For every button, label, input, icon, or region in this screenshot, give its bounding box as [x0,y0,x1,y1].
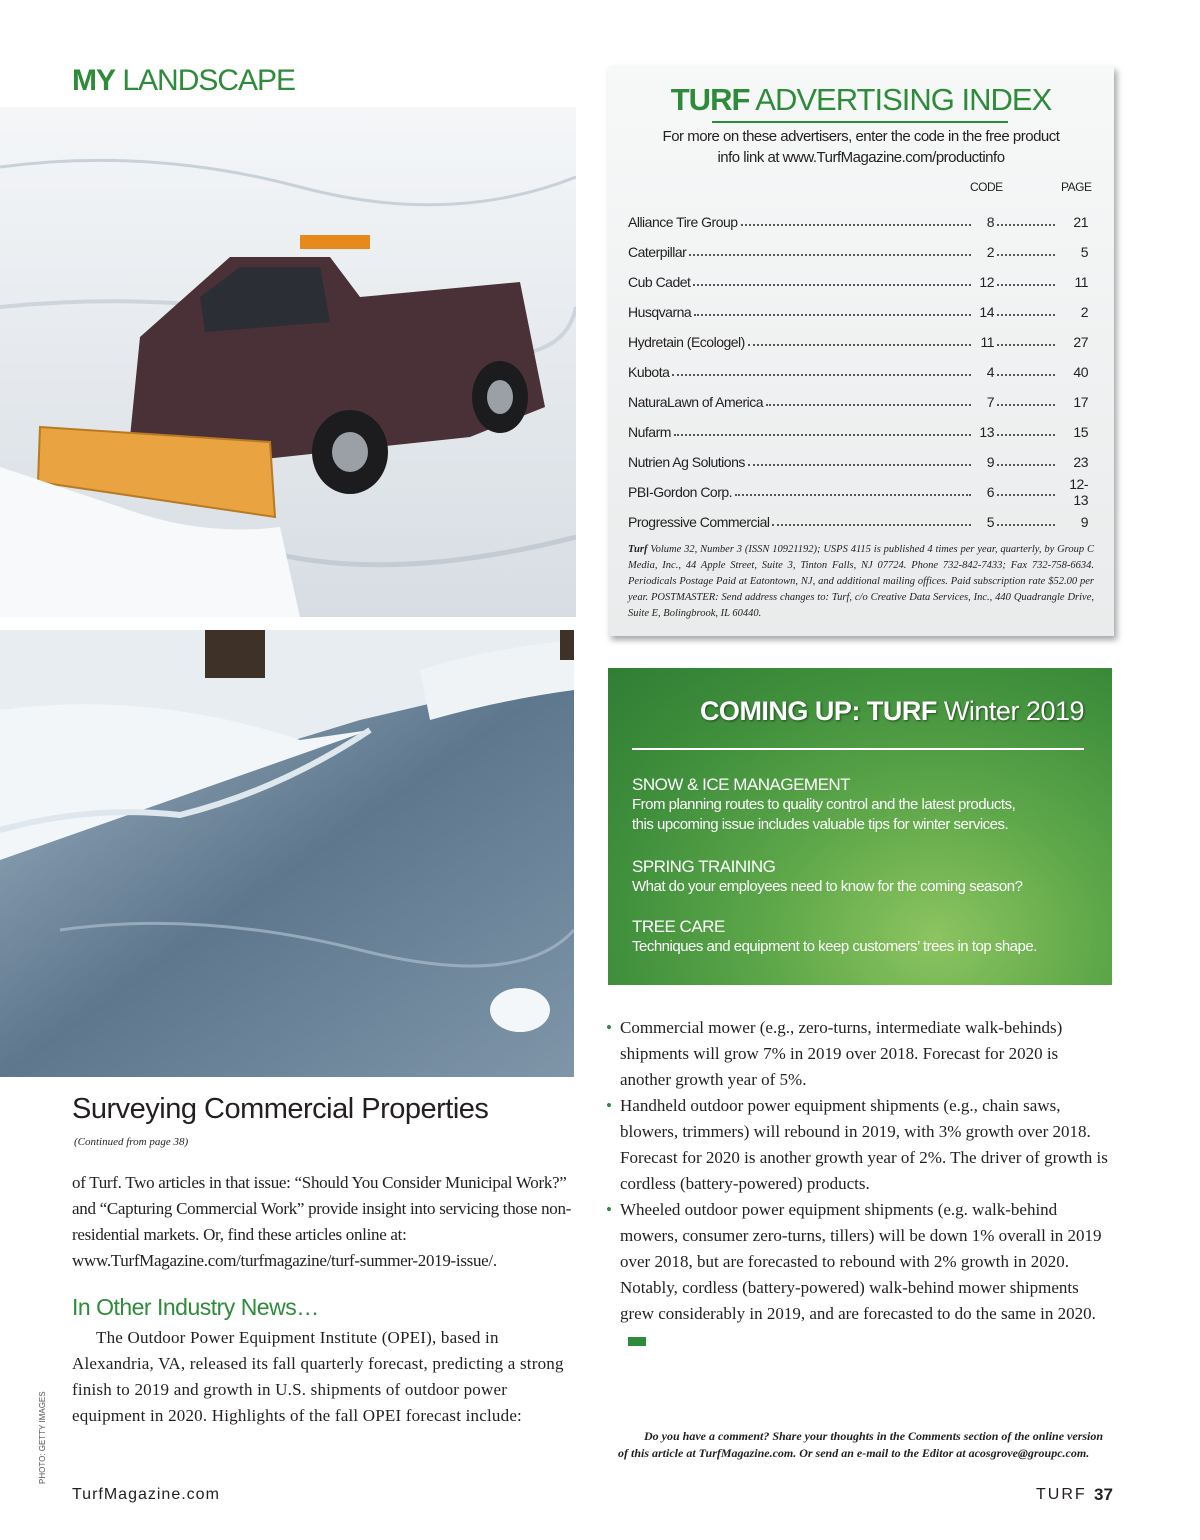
advertiser-row [628,267,1088,297]
comment-invitation: Do you have a comment? Share your thoughts in the Comments section of the online version of this article at TurfMagazine.com. Or send an e-mail to the Editor at acosgrove@groupc.com. [618,1429,1104,1460]
end-of-article-icon [628,1337,646,1346]
advertiser-row [628,507,1088,537]
intro-line-2: info link at www.TurfMagazine.com/productinfo [717,149,1005,166]
advertiser-code: 14 [979,304,994,320]
advertising-index-box [608,66,1114,636]
snow-plow-truck-illustration [0,107,576,617]
leader-dots [997,424,1055,436]
coming-up-description: Techniques and equipment to keep customers’ trees in top shape. [632,938,1037,955]
advertiser-name: Kubota [628,364,670,380]
advertiser-page: 9 [1080,514,1088,530]
industry-news-paragraph: The Outdoor Power Equipment Institute (OPEI), based in Alexandria, VA, released its fall quarterly forecast, predicting a strong finish to 2019 and growth in U.S. shipments of outdoor power equipment in 2020. Highlights of the fall OPEI forecast include: [72,1328,564,1425]
bullet-icon: • [606,1096,612,1115]
icy-sidewalk-illustration [0,630,574,1077]
coming-up-item [632,774,1092,835]
list-item [606,1197,1108,1353]
continued-note: (Continued from page 38) [74,1136,189,1148]
leader-dots [997,514,1055,526]
advertiser-code: 7 [986,394,994,410]
advertiser-row [628,207,1088,237]
leader-dots [748,454,971,466]
advertising-index-intro [638,126,1084,168]
advertiser-row [628,387,1088,417]
leader-dots [997,364,1055,376]
advertising-index-title: TURF ADVERTISING INDEX [670,82,1052,117]
coming-up-box [608,668,1112,985]
coming-up-description: What do your employees need to know for the coming season? [632,878,1023,895]
leader-dots [672,364,971,376]
snow-plow-truck-photo [0,107,576,617]
leader-dots [997,484,1055,496]
advertiser-code: 6 [986,484,994,500]
footer-website: TurfMagazine.com [72,1486,220,1503]
article-paragraph: of Turf. Two articles in that issue: “Should You Consider Municipal Work?” and “Capturing Commercial Work” provide insight into servicing those non-residential markets. Or, find these articles online at: www.TurfMagazine.com/turfmagazine/turf-summer-2019-issue/. [72,1173,572,1270]
leader-dots [997,214,1055,226]
icy-sidewalk-photo [0,630,574,1077]
leader-dots [997,454,1055,466]
leader-dots [997,244,1055,256]
bullet-icon: • [606,1200,612,1219]
advertiser-row [628,417,1088,447]
industry-news-heading: In Other Industry News… [72,1294,319,1320]
coming-up-description: From planning routes to quality control and the latest products, [632,796,1016,813]
coming-up-heading: SNOW & ICE MANAGEMENT [632,775,851,794]
column-header-code: CODE [970,180,1003,194]
advertiser-name: Nufarm [628,424,671,440]
advertiser-row [628,357,1088,387]
advertiser-page: 21 [1073,214,1088,230]
advertiser-code: 9 [986,454,994,470]
advertiser-code: 13 [979,424,994,440]
footer-magazine-name: TURF [1036,1486,1087,1503]
section-title: MY LANDSCAPE [72,64,296,97]
article-title: Surveying Commercial Properties [72,1093,489,1125]
list-item [606,1015,1108,1093]
advertiser-name: Cub Cadet [628,274,691,290]
advertiser-code: 5 [986,514,994,530]
leader-dots [693,274,971,286]
advertiser-row [628,327,1088,357]
leader-dots [674,424,971,436]
coming-up-divider [632,748,1084,750]
leader-dots [741,214,971,226]
bullet-text: Commercial mower (e.g., zero-turns, intermediate walk-behinds) shipments will grow 7% in 2019 over 2018. Forecast for 2020 is another growth year of 5%. [620,1018,1063,1089]
title-underline [712,121,1008,123]
advertiser-page: 15 [1073,424,1088,440]
advertiser-name: Alliance Tire Group [628,214,738,230]
advertiser-name: NaturaLawn of America [628,394,764,410]
coming-up-description: this upcoming issue includes valuable tips for winter services. [632,816,1009,833]
advertiser-code: 4 [986,364,994,380]
leader-dots [735,484,971,496]
forecast-bullet-list [606,1015,1108,1353]
advertiser-page: 17 [1073,394,1088,410]
coming-up-item [632,856,1092,897]
photo-credit: PHOTO: GETTY IMAGES [38,1391,47,1484]
advertiser-page: 12-13 [1069,476,1088,508]
coming-up-title: COMING UP: TURF Winter 2019 [699,696,1084,726]
leader-dots [689,244,971,256]
advertiser-page: 27 [1073,334,1088,350]
advertiser-row [628,477,1088,507]
bullet-text: Wheeled outdoor power equipment shipments (e.g. walk-behind mowers, consumer zero-turns, tillers) will be down 1% overall in 2019 over 2018, but are forecasted to rebound with 2% growth in 2020. Notably, cordless (battery-powered) walk-behind mower shipments grew considerably in 2019, and are forecasted to do the same in 2020. [620,1200,1102,1323]
advertiser-name: Hydretain (Ecologel) [628,334,745,350]
advertiser-page: 40 [1073,364,1088,380]
coming-up-heading: TREE CARE [632,917,725,936]
leader-dots [748,334,971,346]
advertiser-name: Nutrien Ag Solutions [628,454,745,470]
leader-dots [772,514,971,526]
leader-dots [997,334,1055,346]
advertiser-name: Husqvarna [628,304,692,320]
advertiser-row [628,447,1088,477]
list-item [606,1093,1108,1197]
advertiser-code: 8 [986,214,994,230]
intro-line-1: For more on these advertisers, enter the code in the free product [662,128,1060,145]
bullet-icon: • [606,1018,612,1037]
advertiser-code: 11 [980,334,994,350]
advertiser-name: Caterpillar [628,244,687,260]
coming-up-heading: SPRING TRAINING [632,857,776,876]
advertiser-code: 2 [986,244,994,260]
advertiser-row [628,297,1088,327]
advertiser-name: Progressive Commercial [628,514,770,530]
advertiser-name: PBI-Gordon Corp. [628,484,733,500]
advertiser-page: 5 [1080,244,1088,260]
advertiser-list [628,207,1088,537]
leader-dots [694,304,971,316]
publication-info: Turf Volume 32, Number 3 (ISSN 10921192); USPS 4115 is published 4 times per year, quarterly, by Group C Media, Inc., 44 Apple Street, Suite 3, Tinton Falls, NJ 07724. Phone 732-842-7433; Fax 732-758-6634. Periodicals Postage Paid at Eatontown, NJ, and additional mailing offices. Paid subscription rate $52.00 per year. POSTMASTER: Send address changes to: Turf, c/o Creative Data Services, Inc., 440 Quadrangle Drive, Suite E, Bolingbrook, IL 60440. [628,544,1094,619]
page-number: 37 [1094,1485,1113,1504]
leader-dots [997,394,1055,406]
leader-dots [766,394,971,406]
advertiser-code: 12 [979,274,994,290]
leader-dots [997,304,1055,316]
advertiser-page: 2 [1080,304,1088,320]
coming-up-item [632,916,1092,957]
advertiser-page: 23 [1073,454,1088,470]
advertiser-row [628,237,1088,267]
advertiser-page: 11 [1074,274,1088,290]
column-header-page: PAGE [1061,180,1092,194]
leader-dots [997,274,1055,286]
bullet-text: Handheld outdoor power equipment shipments (e.g., chain saws, blowers, trimmers) will rebound in 2019, with 3% growth over 2018. Forecast for 2020 is another growth year of 2%. The driver of growth is cordless (battery-powered) products. [620,1096,1108,1193]
